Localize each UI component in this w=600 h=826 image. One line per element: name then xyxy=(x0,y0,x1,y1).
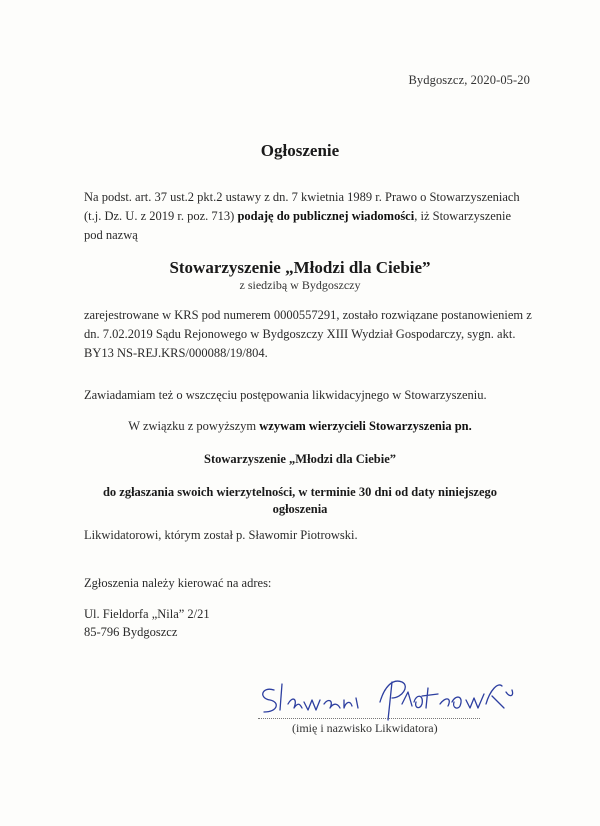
signature-caption: (imię i nazwisko Likwidatora) xyxy=(292,721,438,735)
creditors-call xyxy=(0,419,600,434)
organization-name: Stowarzyszenie „Młodzi dla Ciebie” xyxy=(169,258,431,277)
registration-paragraph: zarejestrowane w KRS pod numerem 0000557291, zostało rozwiązane postanowieniem z dn. 7.02.2019 Sądu Rejonowego w Bydgoszczy XIII Wydział Gospodarczy, sygn. akt. BY13 NS-REJ.KRS/000088/19/804. xyxy=(84,308,532,360)
intro-text-pre: Na podst. art. 37 ust.2 pkt.2 ustawy z dn. 7 kwietnia 1989 r. Prawo o Stowarzyszeniach (t.j. Dz. U. z 2019 r. poz. 713) xyxy=(84,190,520,223)
creditors-call-bold: wzywam wierzycieli Stowarzyszenia pn. xyxy=(259,419,472,433)
intro-text-post: , iż Stowarzyszenie pod nazwą xyxy=(84,209,512,242)
liquidation-paragraph: Zawiadamiam też o wszczęciu postępowania likwidacyjnego w Stowarzyszeniu. xyxy=(84,388,487,402)
organization-name-repeat: Stowarzyszenie „Młodzi dla Ciebie” xyxy=(204,452,396,466)
organization-seat: z siedzibą w Bydgoszczy xyxy=(239,278,361,292)
intro-text-bold: podaję do publicznej wiadomości xyxy=(237,209,415,223)
address-intro: Zgłoszenia należy kierować na adres: xyxy=(84,576,272,590)
document-date: Bydgoszcz, 2020-05-20 xyxy=(408,73,530,87)
document-title: Ogłoszenie xyxy=(260,141,340,160)
intro-paragraph xyxy=(84,188,524,245)
address-city: 85-796 Bydgoszcz xyxy=(84,625,178,639)
liquidator-line: Likwidatorowi, którym został p. Sławomir Piotrowski. xyxy=(84,528,358,542)
creditors-call-pre: W związku z powyższym xyxy=(128,419,260,433)
claims-deadline: do zgłaszania swoich wierzytelności, w terminie 30 dni od daty niniejszego ogłoszenia xyxy=(102,485,498,516)
address-street: Ul. Fieldorfa „Nila” 2/21 xyxy=(84,607,210,621)
signature-line xyxy=(258,718,480,719)
